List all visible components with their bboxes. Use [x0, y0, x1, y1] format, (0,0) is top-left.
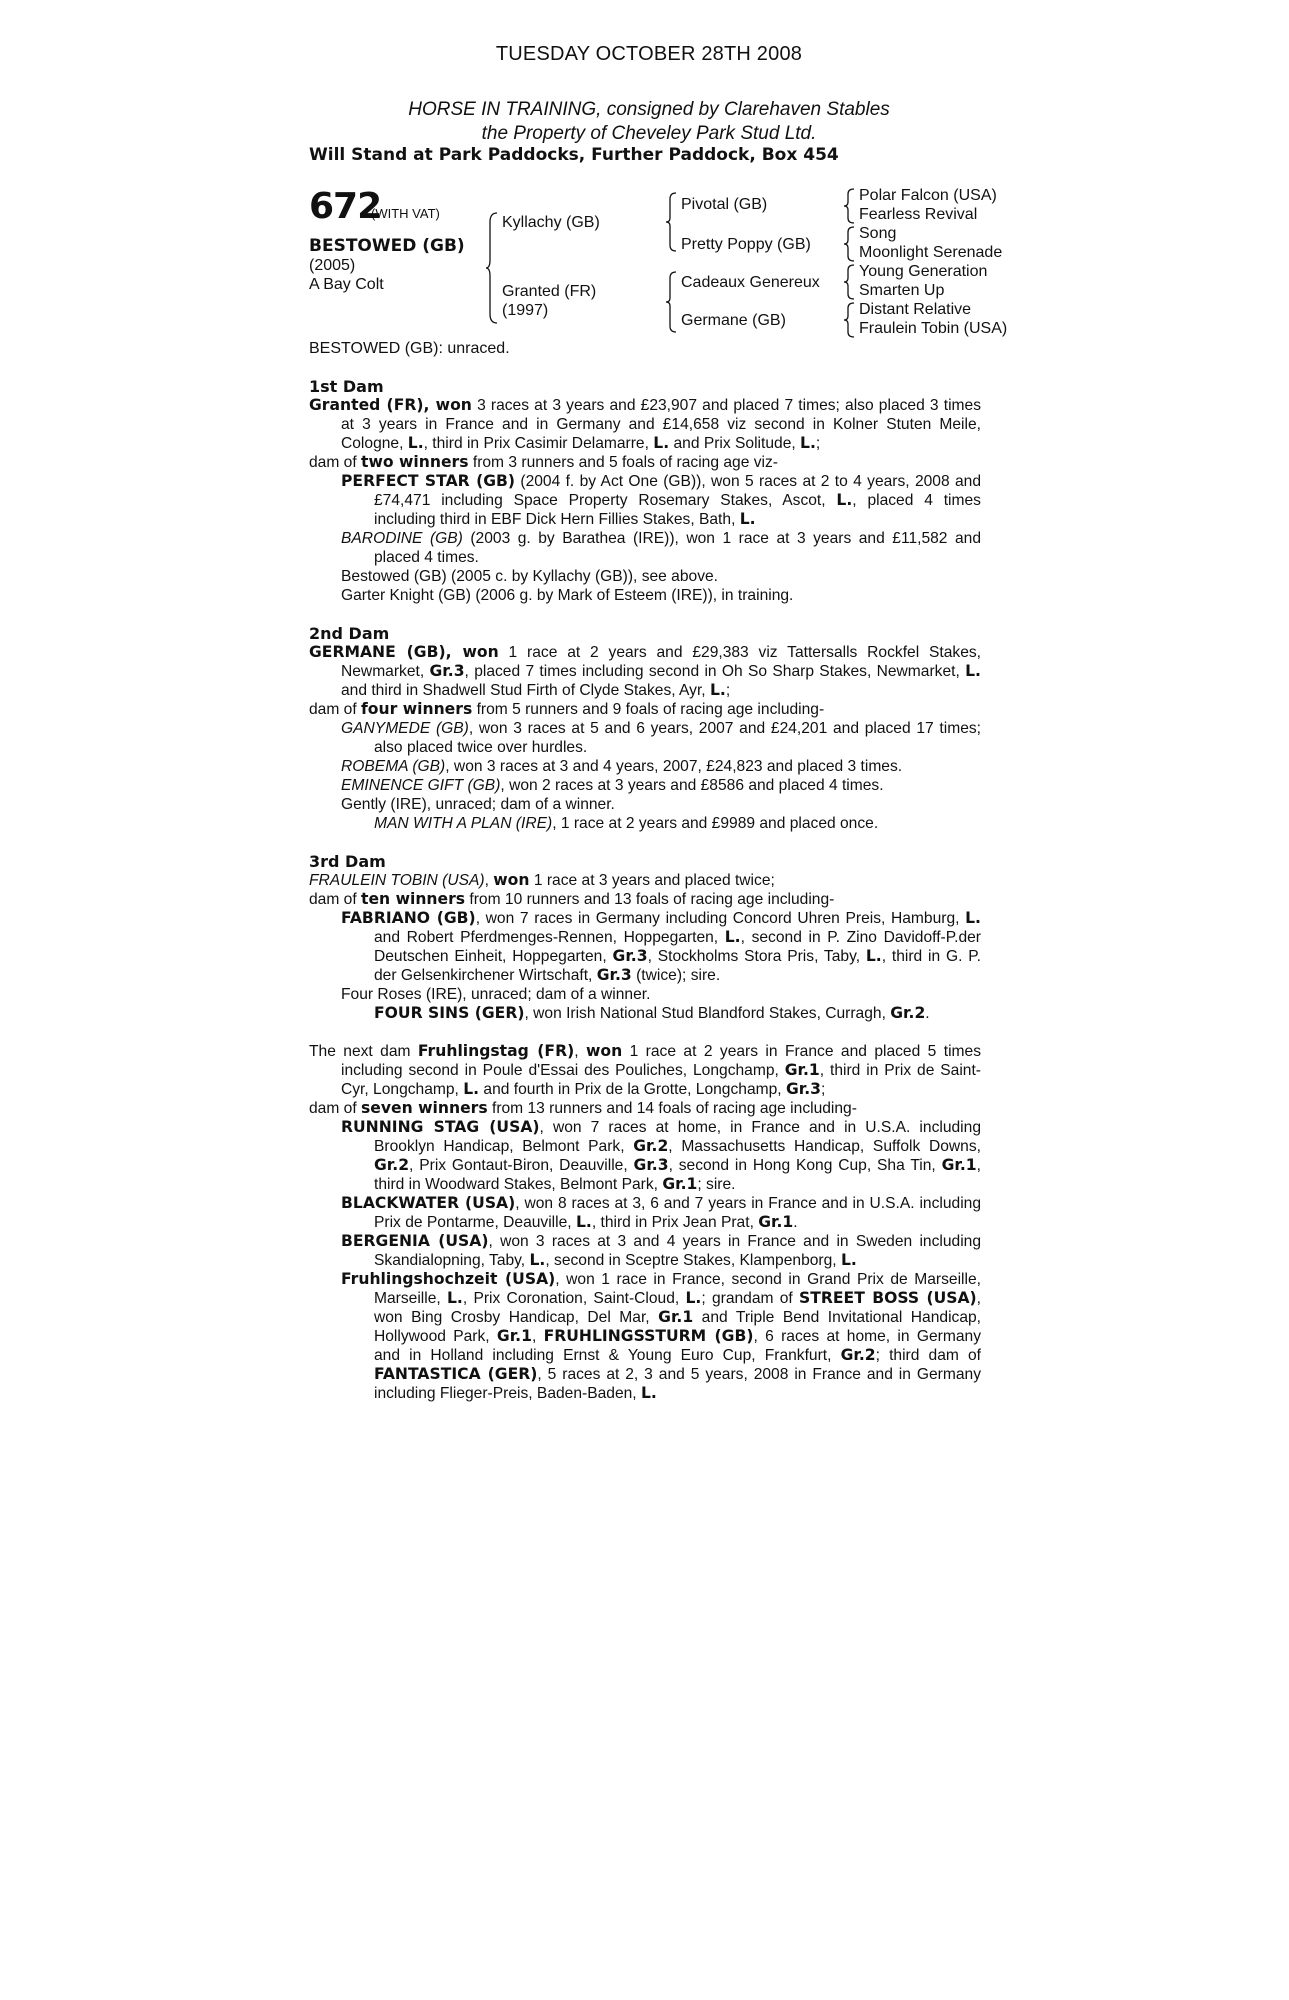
produce-item: BLACKWATER (USA), won 8 races at 3, 6 and 7 years in France and in U.S.A. including Prix de Pontarme, Deauville, L., third in Prix Jean Prat, Gr.1.: [341, 1194, 982, 1231]
lot-number: 672: [309, 186, 382, 227]
pedigree-dam-year: (1997): [502, 302, 549, 319]
produce-item: EMINENCE GIFT (GB), won 2 races at 3 years and £8586 and placed 4 times.: [341, 777, 884, 794]
consignment-line-1: HORSE IN TRAINING, consigned by Clarehaven Stables: [408, 99, 890, 120]
pedigree-brace-g1: [843, 188, 855, 224]
pedigree-sire-dam: Pretty Poppy (GB): [681, 236, 811, 253]
produce-item: BARODINE (GB) (2003 g. by Barathea (IRE)), won 1 race at 3 years and £11,582 and placed 4 times.: [341, 530, 981, 566]
pedigree-g7: Distant Relative: [859, 301, 972, 318]
second-dam-record: GERMANE (GB), won 1 race at 2 years and £29,383 viz Tattersalls Rockfel Stakes, Newmarket, Gr.3, placed 7 times including second in Oh So Sharp Stakes, Newmarket, L. and third in Shadwell Stud Firth of Clyde Stakes, Ayr, L.;: [309, 643, 981, 699]
produce-item: BERGENIA (USA), won 3 races at 3 and 4 years in France and in Sweden including Skandialopning, Taby, L., second in Sceptre Stakes, Klampenborg, L.: [341, 1232, 982, 1269]
horse-name: BESTOWED (GB): [309, 236, 465, 256]
produce-item: Fruhlingshochzeit (USA), won 1 race in France, second in Grand Prix de Marseille, Marseille, L., Prix Coronation, Saint-Cloud, L.; grandam of STREET BOSS (USA), won Bing Crosby Handicap, Del Mar, Gr.1 and Triple Bend Invitational Handicap, Hollywood Park, Gr.1, FRUHLINGSSTURM (GB), 6 races at home, in Germany and in Holland including Ernst & Young Euro Cup, Frankfurt, Gr.2; third dam of FANTASTICA (GER), 5 races at 2, 3 and 5 years, 2008 in France and in Germany including Flieger-Preis, Baden-Baden, L.: [341, 1270, 982, 1402]
first-dam-record: Granted (FR), won 3 races at 3 years and £23,907 and placed 7 times; also placed 3 times at 3 years in France and in Germany and £14,658 viz second in Kolner Stuten Meile, Cologne, L., third in Prix Casimir Delamarre, L. and Prix Solitude, L.;: [309, 396, 982, 452]
second-dam-heading: 2nd Dam: [309, 624, 390, 643]
pedigree-g3: Song: [859, 225, 897, 242]
pedigree-brace-g2: [843, 226, 855, 262]
produce-item: FABRIANO (GB), won 7 races in Germany including Concord Uhren Preis, Hamburg, L. and Robert Pferdmenges-Rennen, Hoppegarten, L., second in P. Zino Davidoff-P.der Deutschen Einheit, Hoppegarten, Gr.3, Stockholms Stora Pris, Taby, L., third in G. P. der Gelsenkirchener Wirtschaft, Gr.3 (twice); sire.: [341, 909, 981, 984]
first-dam-heading: 1st Dam: [309, 377, 384, 396]
pedigree-g5: Young Generation: [859, 263, 988, 280]
produce-item: RUNNING STAG (USA), won 7 races at home, in France and in U.S.A. including Brooklyn Handicap, Belmont Park, Gr.2, Massachusetts Handicap, Suffolk Downs, Gr.2, Prix Gontaut-Biron, Deauville, Gr.3, second in Hong Kong Cup, Sha Tin, Gr.1, third in Woodward Stakes, Belmont Park, Gr.1; sire.: [341, 1118, 981, 1193]
pedigree-sire-sire: Pivotal (GB): [681, 196, 768, 213]
produce-item: GANYMEDE (GB), won 3 races at 5 and 6 years, 2007 and £24,201 and placed 17 times; also placed twice over hurdles.: [341, 720, 981, 756]
produce-item: Gently (IRE), unraced; dam of a winner.: [341, 796, 615, 813]
third-dam-produce-summary: dam of ten winners from 10 runners and 13 foals of racing age including-: [309, 890, 835, 908]
pedigree-dam-sire: Cadeaux Genereux: [681, 274, 820, 291]
stand-location: Will Stand at Park Paddocks, Further Paddock, Box 454: [309, 145, 839, 165]
produce-sub-item: MAN WITH A PLAN (IRE), 1 race at 2 years and £9989 and placed once.: [374, 815, 879, 832]
produce-item: Bestowed (GB) (2005 c. by Kyllachy (GB)), see above.: [341, 568, 719, 585]
pedigree-sire: Kyllachy (GB): [502, 214, 600, 231]
produce-item: Garter Knight (GB) (2006 g. by Mark of Esteem (IRE)), in training.: [341, 587, 794, 604]
produce-item: ROBEMA (GB), won 3 races at 3 and 4 years, 2007, £24,823 and placed 3 times.: [341, 758, 903, 775]
produce-item: PERFECT STAR (GB) (2004 f. by Act One (GB)), won 5 races at 2 to 4 years, 2008 and £74,471 including Space Property Rosemary Stakes, Ascot, L., placed 4 times including third in EBF Dick Hern Fillies Stakes, Bath, L.: [341, 472, 982, 528]
produce-sub-item: FOUR SINS (GER), won Irish National Stud Blandford Stakes, Curragh, Gr.2.: [374, 1004, 930, 1022]
next-dam-record: The next dam Fruhlingstag (FR), won 1 race at 2 years in France and placed 5 times including second in Poule d'Essai des Pouliches, Longchamp, Gr.1, third in Prix de Saint-Cyr, Longchamp, L. and fourth in Prix de la Grotte, Longchamp, Gr.3;: [309, 1042, 982, 1098]
pedigree-brace-g3: [843, 264, 855, 300]
foaling-year: (2005): [309, 257, 356, 274]
horse-description: A Bay Colt: [309, 276, 384, 293]
vat-note: (WITH VAT): [371, 206, 440, 221]
pedigree-g1: Polar Falcon (USA): [859, 187, 997, 204]
first-dam-produce-summary: dam of two winners from 3 runners and 5 foals of racing age viz-: [309, 453, 778, 471]
pedigree-g2: Fearless Revival: [859, 206, 978, 223]
pedigree-g4: Moonlight Serenade: [859, 244, 1003, 261]
second-dam-produce-summary: dam of four winners from 5 runners and 9 foals of racing age including-: [309, 700, 825, 718]
next-dam-produce-summary: dam of seven winners from 13 runners and 14 foals of racing age including-: [309, 1099, 857, 1117]
pedigree-g6: Smarten Up: [859, 282, 945, 299]
pedigree-g8: Fraulein Tobin (USA): [859, 320, 1008, 337]
unraced-note: BESTOWED (GB): unraced.: [309, 340, 510, 357]
sale-date: TUESDAY OCTOBER 28TH 2008: [495, 43, 803, 65]
pedigree-brace-sire: [665, 192, 677, 252]
third-dam-record: FRAULEIN TOBIN (USA), won 1 race at 3 years and placed twice;: [309, 871, 775, 889]
consignment-line-2: the Property of Cheveley Park Stud Ltd.: [481, 123, 817, 144]
pedigree-brace-g4: [843, 302, 855, 338]
third-dam-heading: 3rd Dam: [309, 852, 386, 871]
pedigree-brace-main: [485, 212, 499, 324]
pedigree-dam-dam: Germane (GB): [681, 312, 786, 329]
pedigree-dam: Granted (FR): [502, 283, 597, 300]
dam-section: [309, 377, 981, 1403]
produce-item: Four Roses (IRE), unraced; dam of a winner.: [341, 986, 651, 1003]
pedigree-brace-dam: [665, 271, 677, 333]
